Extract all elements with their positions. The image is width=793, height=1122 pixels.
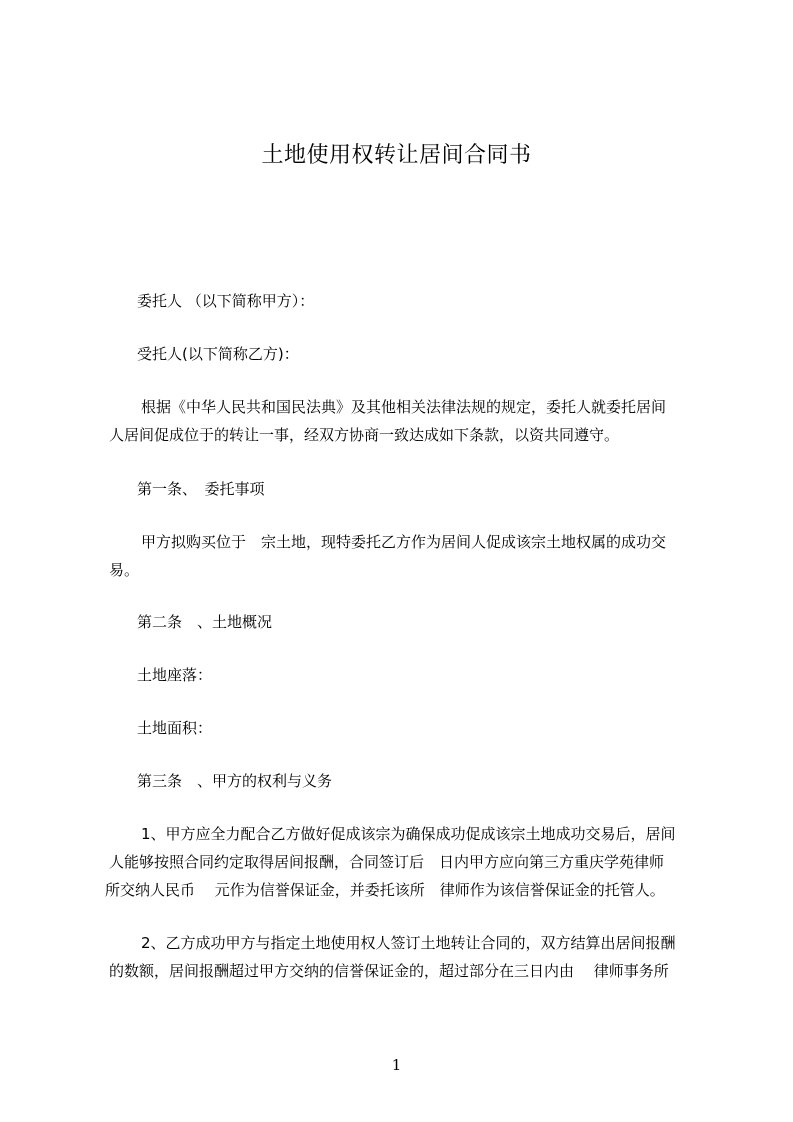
preamble-line-1: 根据《中华人民共和国民法典》及其他相关法律法规的规定，委托人就委托居间 — [141, 398, 667, 416]
clause-1-line-2: 人能够按照合同约定取得居间报酬，合同签订后 日内甲方应向第三方重庆学苑律师 — [109, 853, 665, 871]
clause-2-line-2: 的数额，居间报酬超过甲方交纳的信誉保证金的，超过部分在三日内由 律师事务所 — [109, 962, 669, 980]
article-3-heading: 第三条 、甲方的权利与义务 — [137, 772, 333, 790]
agent-label: 受托人(以下简称乙方)： — [137, 345, 299, 363]
article-1-heading: 第一条、 委托事项 — [137, 480, 265, 498]
preamble-line-2: 人居间促成位于的转让一事，经双方协商一致达成如下条款，以资共同遵守。 — [109, 426, 620, 444]
clause-1-line-3: 所交纳人民币 元作为信誉保证金，并委托该所 律师作为该信誉保证金的托管人。 — [105, 881, 665, 899]
article-2-heading: 第二条 、土地概况 — [137, 613, 273, 631]
clause-2-line-1: 2、乙方成功甲方与指定土地使用权人签订土地转让合同的，双方结算出居间报酬 — [141, 934, 676, 952]
land-area-label: 土地面积： — [137, 719, 213, 737]
clause-1-line-1: 1、甲方应全力配合乙方做好促成该宗为确保成功促成该宗土地成功交易后，居间 — [141, 825, 676, 843]
principal-label: 委托人 （以下简称甲方）： — [137, 292, 315, 310]
page-number: 1 — [391, 1056, 402, 1074]
article-1-line-2: 易。 — [109, 561, 140, 579]
document-title: 土地使用权转让居间合同书 — [261, 143, 532, 168]
land-location-label: 土地座落： — [137, 666, 213, 684]
article-1-line-1: 甲方拟购买位于 宗土地，现特委托乙方作为居间人促成该宗土地权属的成功交 — [141, 533, 667, 551]
